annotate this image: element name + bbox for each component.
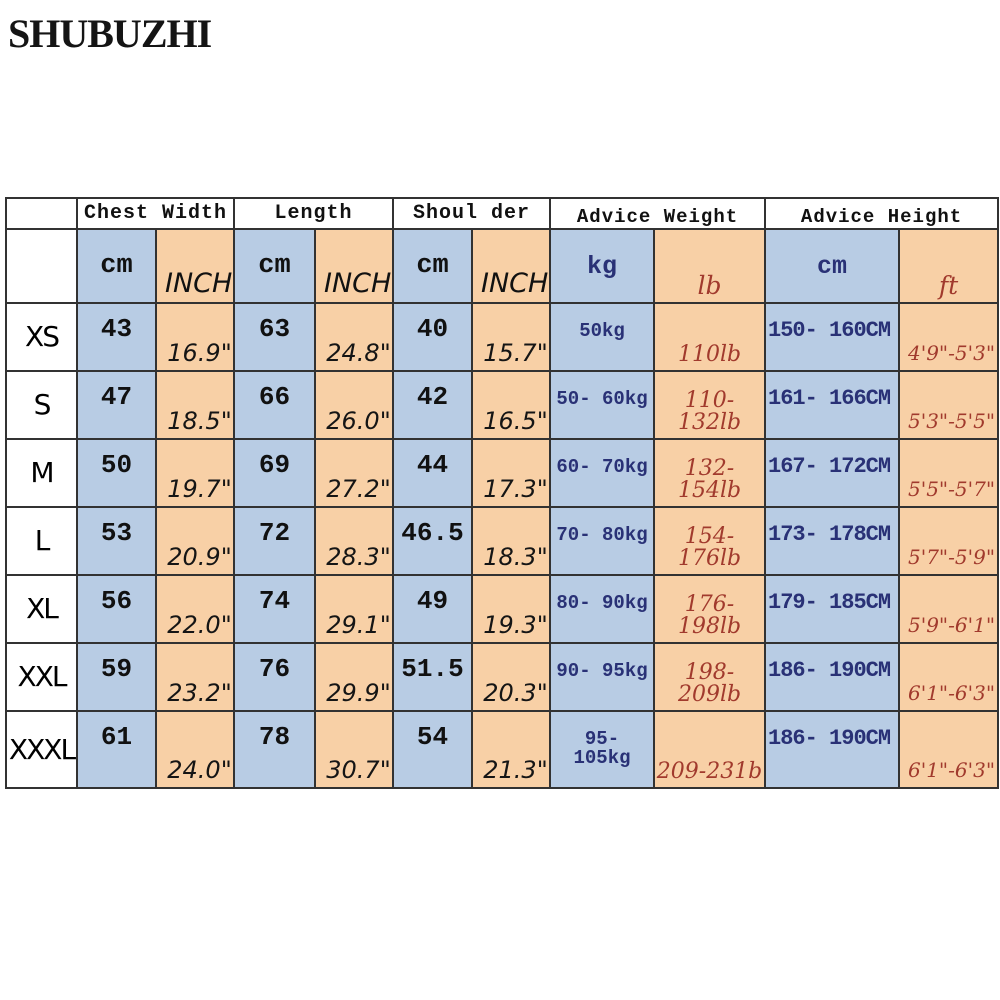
weight-kg-value: 95- 105kg	[550, 711, 654, 788]
shoulder-inch-value: 15.7"	[472, 303, 550, 371]
group-header-length: Length	[234, 198, 393, 229]
height-cm-value: 179- 185CM	[765, 575, 899, 643]
group-header-row	[6, 198, 998, 229]
size-label: XL	[6, 575, 77, 643]
table-row-xl	[6, 575, 998, 643]
length-cm-value: 72	[234, 507, 315, 575]
shoulder-inch-value: 17.3"	[472, 439, 550, 507]
shoulder-inch-value: 16.5"	[472, 371, 550, 439]
group-header-weight: Advice Weight	[550, 198, 765, 229]
length-inch-value: 26.0"	[315, 371, 393, 439]
length-inch-value: 24.8"	[315, 303, 393, 371]
chest-cm-value: 43	[77, 303, 156, 371]
unit-weight-kg: kg	[550, 229, 654, 303]
length-cm-value: 78	[234, 711, 315, 788]
group-header-height: Advice Height	[765, 198, 998, 229]
height-ft-value: 6'1"-6'3"	[899, 643, 998, 711]
table-row-m	[6, 439, 998, 507]
shoulder-cm-value: 42	[393, 371, 472, 439]
table-row-xxxl	[6, 711, 998, 788]
weight-lb-value: 209-231b	[654, 711, 765, 788]
height-ft-value: 5'7"-5'9"	[899, 507, 998, 575]
height-ft-value: 6'1"-6'3"	[899, 711, 998, 788]
chest-cm-value: 47	[77, 371, 156, 439]
shoulder-inch-value: 18.3"	[472, 507, 550, 575]
shoulder-cm-value: 44	[393, 439, 472, 507]
unit-length-inch: INCH	[315, 229, 393, 303]
shoulder-inch-value: 19.3"	[472, 575, 550, 643]
height-cm-value: 167- 172CM	[765, 439, 899, 507]
table-row-s	[6, 371, 998, 439]
chest-inch-value: 18.5"	[156, 371, 234, 439]
corner-cell-2	[6, 229, 77, 303]
unit-shoulder-cm: cm	[393, 229, 472, 303]
size-label: S	[6, 371, 77, 439]
table-row-xs	[6, 303, 998, 371]
length-inch-value: 30.7"	[315, 711, 393, 788]
group-header-shoulder: Shoul der	[393, 198, 550, 229]
shoulder-cm-value: 49	[393, 575, 472, 643]
chest-inch-value: 23.2"	[156, 643, 234, 711]
height-cm-value: 186- 190CM	[765, 643, 899, 711]
chest-inch-value: 20.9"	[156, 507, 234, 575]
weight-lb-value: 176-198lb	[654, 575, 765, 643]
chest-cm-value: 59	[77, 643, 156, 711]
unit-shoulder-inch: INCH	[472, 229, 550, 303]
chest-inch-value: 22.0"	[156, 575, 234, 643]
weight-lb-value: 110lb	[654, 303, 765, 371]
size-label: XS	[6, 303, 77, 371]
height-cm-value: 186- 190CM	[765, 711, 899, 788]
shoulder-inch-value: 20.3"	[472, 643, 550, 711]
chest-cm-value: 53	[77, 507, 156, 575]
length-cm-value: 76	[234, 643, 315, 711]
shoulder-cm-value: 51.5	[393, 643, 472, 711]
length-cm-value: 69	[234, 439, 315, 507]
unit-height-ft: ft	[899, 229, 998, 303]
height-ft-value: 5'5"-5'7"	[899, 439, 998, 507]
length-cm-value: 63	[234, 303, 315, 371]
length-cm-value: 66	[234, 371, 315, 439]
shoulder-inch-value: 21.3"	[472, 711, 550, 788]
weight-lb-value: 154-176lb	[654, 507, 765, 575]
size-label: XXXL	[6, 711, 77, 788]
corner-cell	[6, 198, 77, 229]
length-inch-value: 29.9"	[315, 643, 393, 711]
weight-lb-value: 198-209lb	[654, 643, 765, 711]
brand-logo: SHUBUZHI	[8, 11, 212, 56]
weight-kg-value: 60- 70kg	[550, 439, 654, 507]
weight-kg-value: 80- 90kg	[550, 575, 654, 643]
chest-cm-value: 50	[77, 439, 156, 507]
size-chart-table	[5, 197, 999, 789]
size-label: XXL	[6, 643, 77, 711]
unit-header-row	[6, 229, 998, 303]
unit-chest-inch: INCH	[156, 229, 234, 303]
height-cm-value: 150- 160CM	[765, 303, 899, 371]
height-ft-value: 4'9"-5'3"	[899, 303, 998, 371]
chest-cm-value: 56	[77, 575, 156, 643]
length-inch-value: 29.1"	[315, 575, 393, 643]
length-inch-value: 27.2"	[315, 439, 393, 507]
weight-kg-value: 90- 95kg	[550, 643, 654, 711]
chest-inch-value: 24.0"	[156, 711, 234, 788]
group-header-chest: Chest Width	[77, 198, 234, 229]
weight-lb-value: 132-154lb	[654, 439, 765, 507]
table-row-xxl	[6, 643, 998, 711]
unit-height-cm: cm	[765, 229, 899, 303]
chest-inch-value: 19.7"	[156, 439, 234, 507]
shoulder-cm-value: 54	[393, 711, 472, 788]
shoulder-cm-value: 40	[393, 303, 472, 371]
chest-cm-value: 61	[77, 711, 156, 788]
unit-weight-lb: lb	[654, 229, 765, 303]
chest-inch-value: 16.9"	[156, 303, 234, 371]
size-label: M	[6, 439, 77, 507]
size-label: L	[6, 507, 77, 575]
weight-kg-value: 70- 80kg	[550, 507, 654, 575]
unit-chest-cm: cm	[77, 229, 156, 303]
table-row-l	[6, 507, 998, 575]
shoulder-cm-value: 46.5	[393, 507, 472, 575]
weight-lb-value: 110-132lb	[654, 371, 765, 439]
height-ft-value: 5'3"-5'5"	[899, 371, 998, 439]
height-ft-value: 5'9"-6'1"	[899, 575, 998, 643]
weight-kg-value: 50kg	[550, 303, 654, 371]
height-cm-value: 161- 166CM	[765, 371, 899, 439]
height-cm-value: 173- 178CM	[765, 507, 899, 575]
length-inch-value: 28.3"	[315, 507, 393, 575]
unit-length-cm: cm	[234, 229, 315, 303]
weight-kg-value: 50- 60kg	[550, 371, 654, 439]
length-cm-value: 74	[234, 575, 315, 643]
